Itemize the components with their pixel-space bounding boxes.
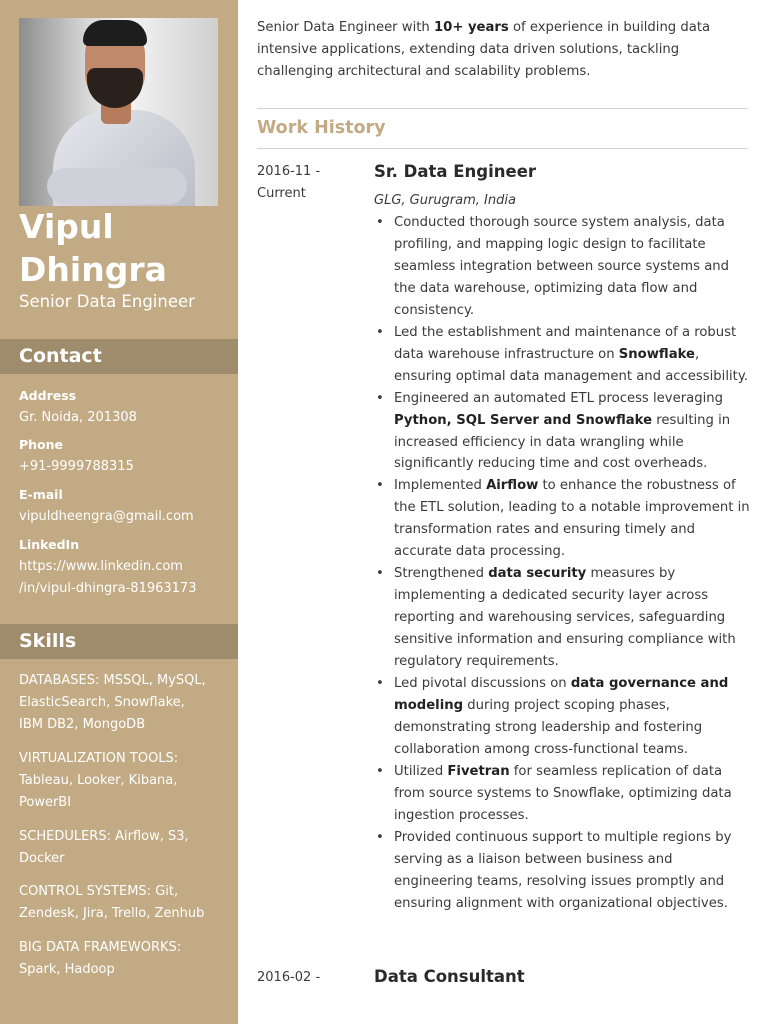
- job-1-responsibilities: [374, 212, 750, 915]
- work-history-heading: Work History: [257, 118, 386, 138]
- professional-summary: Senior Data Engineer with 10+ years of experience in building data intensive applications, extending data driven solutions, tackling challenging architectural and scalability problems.: [257, 20, 711, 79]
- contact-email: E-mail vipuldheengra@gmail.com: [19, 484, 234, 528]
- contact-address: Address Gr. Noida, 201308: [19, 388, 137, 425]
- skill-control-systems: CONTROL SYSTEMS: Git, Zendesk, Jira, Trello, Zenhub: [19, 884, 205, 921]
- skill-virtualization: VIRTUALIZATION TOOLS: Tableau, Looker, Kibana, PowerBI: [19, 751, 179, 810]
- list-item: • Conducted thorough source system analysis, data profiling, and mapping logic design to facilitate seamless integration between source systems and the data warehouse, optimizing data flow and consistency.: [374, 212, 750, 322]
- candidate-role: Senior Data Engineer: [19, 292, 195, 311]
- job-2-title: Data Consultant: [374, 967, 525, 986]
- divider: [257, 108, 748, 109]
- candidate-name: Vipul Dhingra: [19, 207, 167, 289]
- list-item: • Strengthened data security measures by implementing a dedicated security layer across reporting and warehousing services, safeguarding sensitive information and ensuring compliance with regulatory requirements.: [374, 563, 750, 673]
- profile-photo: [19, 18, 218, 206]
- sidebar: [0, 0, 238, 1024]
- skill-big-data: BIG DATA FRAMEWORKS: Spark, Hadoop: [19, 940, 182, 977]
- contact-phone: Phone +91-9999788315: [19, 437, 134, 474]
- linkedin-link-path[interactable]: /in/vipul-dhingra-81963173: [19, 581, 197, 596]
- list-item: • Led the establishment and maintenance of a robust data warehouse infrastructure on Snowflake, ensuring optimal data management and accessibility.: [374, 322, 750, 388]
- list-item: • Implemented Airflow to enhance the robustness of the ETL solution, leading to a notable improvement in transformation rates and ensuring timely and accurate data processing.: [374, 475, 750, 563]
- email-link[interactable]: vipuldheengra@gmail.com: [19, 509, 194, 524]
- list-item: • Provided continuous support to multiple regions by serving as a liaison between business and engineering teams, resolving issues promptly and ensuring alignment with organizational objectives.: [374, 827, 750, 915]
- job-2-dates: 2016-02 -: [257, 970, 321, 985]
- list-item: • Led pivotal discussions on data governance and modeling during project scoping phases, demonstrating strong leadership and fostering collaboration among cross-functional teams.: [374, 673, 750, 761]
- skills-heading: Skills: [0, 624, 238, 659]
- list-item: • Engineered an automated ETL process leveraging Python, SQL Server and Snowflake resulting in increased efficiency in data wrangling while significantly reducing time and cost overheads.: [374, 388, 750, 476]
- contact-heading: Contact: [0, 339, 238, 374]
- list-item: • Utilized Fivetran for seamless replication of data from source systems to Snowflake, optimizing data ingestion processes.: [374, 761, 750, 827]
- contact-linkedin: LinkedIn https://www.linkedin.com /in/vipul-dhingra-81963173: [19, 534, 234, 600]
- skill-schedulers: SCHEDULERS: Airflow, S3, Docker: [19, 829, 189, 866]
- divider: [257, 148, 748, 149]
- job-1-title: Sr. Data Engineer: [374, 162, 537, 181]
- skill-databases: DATABASES: MSSQL, MySQL, ElasticSearch, Snowflake, IBM DB2, MongoDB: [19, 673, 206, 732]
- job-1-company: GLG, Gurugram, India: [374, 193, 516, 208]
- job-1-dates: 2016-11 - Current: [257, 164, 321, 201]
- linkedin-link[interactable]: https://www.linkedin.com: [19, 559, 183, 574]
